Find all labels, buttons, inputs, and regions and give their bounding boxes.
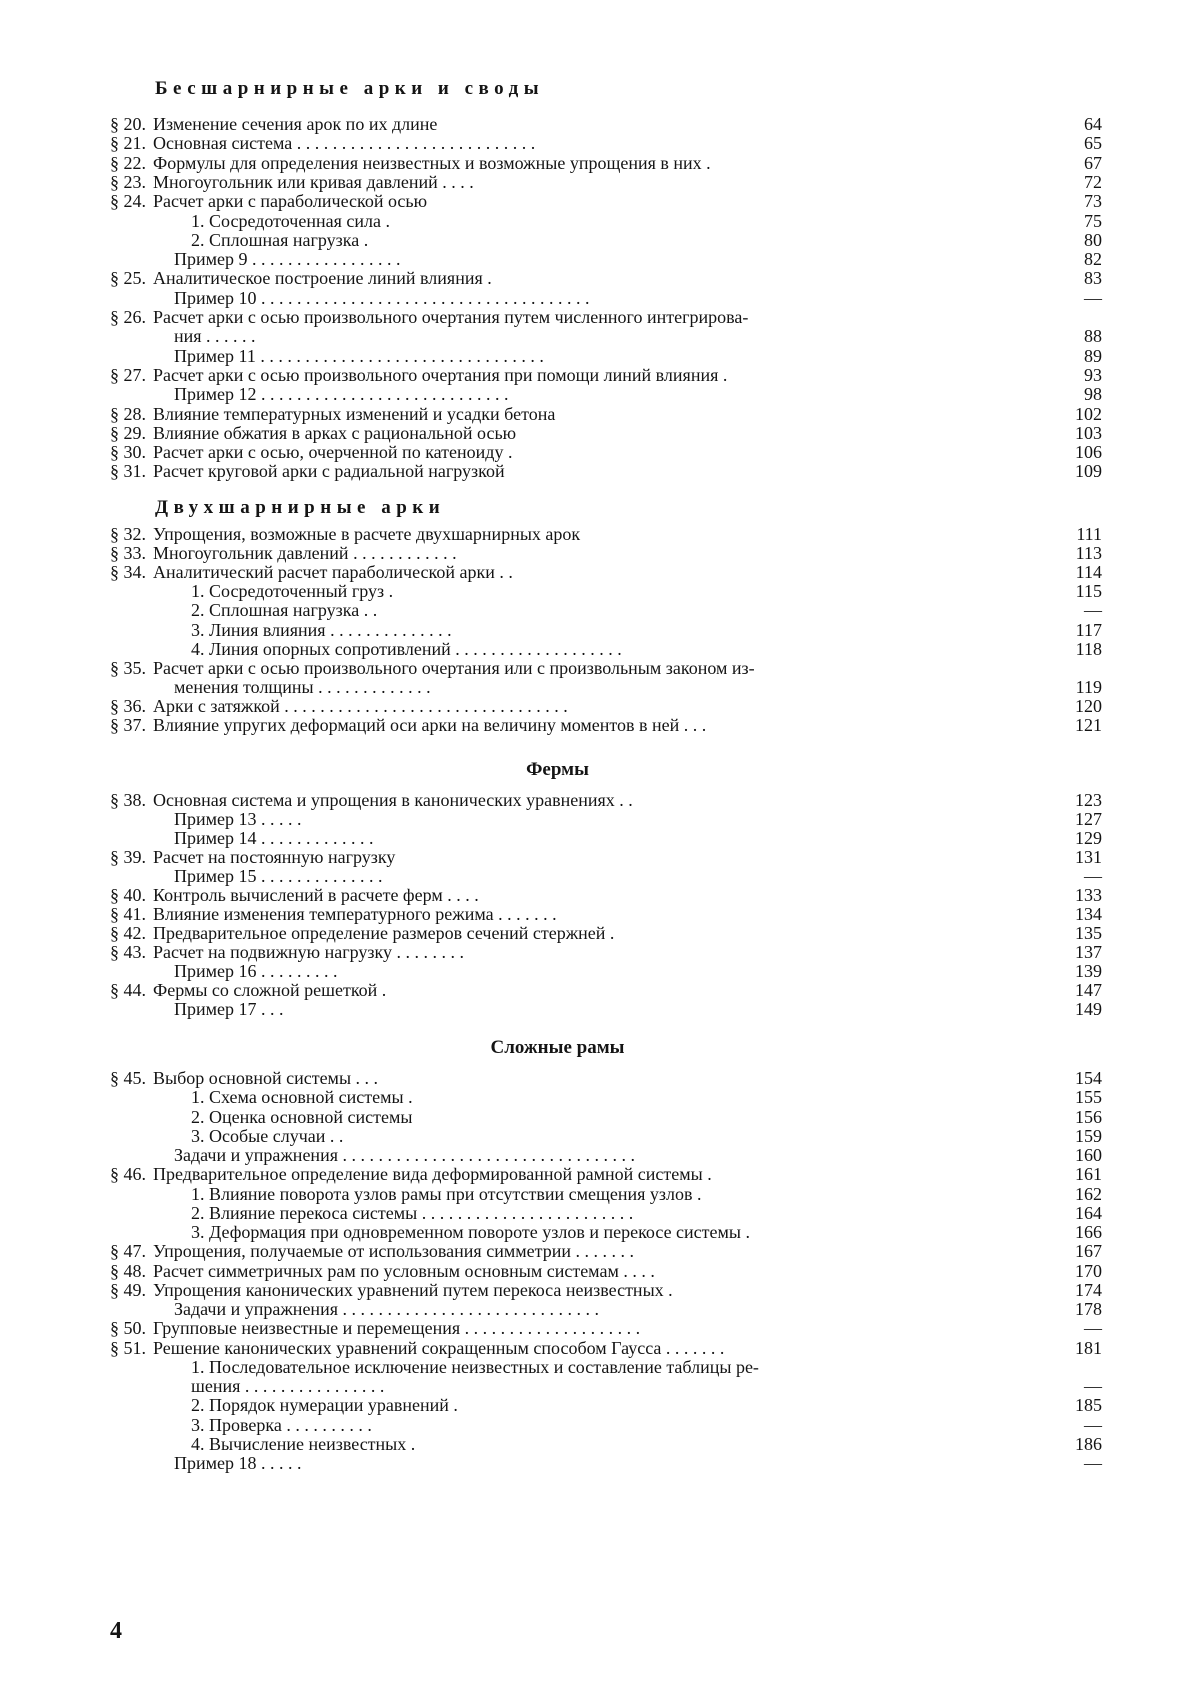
page-ref: 75	[1084, 210, 1102, 231]
page-ref: 119	[1075, 676, 1102, 697]
entry-title: Расчет на подвижную нагрузку . . . . . . . .	[153, 942, 464, 962]
entry-title: Изменение сечения арок по их длине	[153, 114, 438, 134]
page-ref: 82	[1084, 249, 1102, 270]
entry-title: Расчет арки с параболической осью	[153, 191, 428, 212]
toc-entry	[96, 365, 1120, 385]
entry-title: 1. Сосредоточенный груз .	[191, 581, 394, 602]
section-number: § 47.	[110, 1241, 146, 1262]
entry-title: 2. Сплошная нагрузка .	[191, 229, 369, 250]
toc-entry	[96, 191, 1120, 211]
section-number: § 49.	[110, 1279, 146, 1300]
toc-entry	[96, 524, 1120, 544]
page-ref: 134	[1075, 904, 1102, 924]
toc-entry	[96, 153, 1120, 173]
page-ref: 114	[1075, 562, 1102, 583]
entry-title: Предварительное определение размеров сечений стержней .	[153, 923, 615, 943]
page-ref: —	[1084, 1453, 1102, 1473]
toc-entry	[96, 562, 1120, 582]
page-ref: 178	[1075, 1299, 1102, 1319]
toc-entry	[96, 543, 1120, 563]
entry-title: 3. Проверка . . . . . . . . . .	[191, 1414, 372, 1435]
page-ref: 167	[1075, 1241, 1102, 1262]
toc-entry	[96, 620, 1120, 640]
section-number: § 38.	[110, 790, 146, 810]
page-ref: 156	[1075, 1106, 1102, 1127]
entry-title: Пример 14 . . . . . . . . . . . . .	[174, 828, 374, 848]
toc-entry	[96, 1107, 1120, 1127]
entry-title: 2. Влияние перекоса системы . . . . . . . . . . . . . . . . . . . . . . . .	[191, 1202, 634, 1223]
entry-title: Задачи и упражнения . . . . . . . . . . . . . . . . . . . . . . . . . . . . .	[174, 1299, 599, 1319]
toc-entry	[96, 1415, 1120, 1435]
entry-title: Расчет арки с осью произвольного очертания путем численного интегрирова-	[153, 307, 749, 327]
entry-title: Пример 16 . . . . . . . . .	[174, 961, 338, 981]
entry-title: шения . . . . . . . . . . . . . . . .	[191, 1376, 385, 1396]
page-ref: 106	[1075, 442, 1102, 463]
toc-entry	[96, 1261, 1120, 1281]
entry-title: Пример 10 . . . . . . . . . . . . . . . . . . . . . . . . . . . . . . . . . . . . .	[174, 287, 590, 308]
toc-entry	[96, 980, 1120, 1000]
page-ref: 133	[1075, 885, 1102, 905]
section-number: § 26.	[110, 307, 146, 327]
toc-entry	[96, 384, 1120, 404]
toc-entry	[96, 923, 1120, 943]
page-ref: 72	[1084, 171, 1102, 192]
entry-title: 1. Сосредоточенная сила .	[191, 210, 390, 231]
section-number: § 21.	[110, 133, 146, 154]
section-heading: Двухшарнирные арки	[155, 497, 446, 518]
page-ref: 65	[1084, 133, 1102, 154]
toc-entry	[96, 211, 1120, 231]
entry-title: Пример 9 . . . . . . . . . . . . . . . . .	[174, 249, 401, 270]
toc-entry	[96, 1145, 1120, 1165]
toc-entry	[96, 1395, 1120, 1415]
page-ref: 166	[1075, 1222, 1102, 1242]
page-ref: 139	[1075, 961, 1102, 981]
entry-title: Пример 18 . . . . .	[174, 1453, 302, 1473]
toc-entry	[96, 1280, 1120, 1300]
entry-title: 2. Оценка основной системы	[191, 1106, 413, 1127]
entry-title: Основная система и упрощения в канонических уравнениях . .	[153, 790, 633, 810]
entry-title: Основная система . . . . . . . . . . . . . . . . . . . . . . . . . . .	[153, 133, 536, 154]
toc-entry	[96, 249, 1120, 269]
toc-entry	[96, 866, 1120, 886]
toc-entry	[96, 288, 1120, 308]
page-ref: 127	[1075, 809, 1102, 829]
entry-title: Упрощения, возможные в расчете двухшарнирных арок	[153, 524, 581, 544]
toc-entry	[96, 326, 1120, 346]
page-ref: 67	[1084, 152, 1102, 173]
entry-title: Выбор основной системы . . .	[153, 1068, 379, 1088]
entry-title: Арки с затяжкой . . . . . . . . . . . . . . . . . . . . . . . . . . . . . . . .	[153, 695, 568, 716]
page-ref: 174	[1075, 1279, 1102, 1300]
entry-title: Формулы для определения неизвестных и возможные упрощения в них .	[153, 152, 711, 173]
page-ref: —	[1084, 1414, 1102, 1435]
entry-title: Расчет арки с осью произвольного очертания или с произвольным законом из-	[153, 657, 755, 678]
section-number: § 36.	[110, 695, 146, 716]
toc-entry	[96, 1164, 1120, 1184]
toc-entry	[96, 1357, 1120, 1377]
section-number: § 40.	[110, 885, 146, 905]
page-ref: 113	[1075, 543, 1102, 564]
section-number: § 24.	[110, 191, 146, 212]
toc-entry	[96, 790, 1120, 810]
entry-title: Расчет арки с осью, очерченной по катеноиду .	[153, 442, 513, 463]
page-ref: 149	[1075, 999, 1102, 1019]
toc-entry	[96, 942, 1120, 962]
page-ref: —	[1084, 600, 1102, 621]
page-ref: 154	[1075, 1068, 1102, 1088]
page-ref: —	[1084, 1376, 1102, 1396]
section-number: § 42.	[110, 923, 146, 943]
entry-title: 2. Сплошная нагрузка . .	[191, 600, 378, 621]
toc-entry	[96, 715, 1120, 735]
entry-title: 1. Влияние поворота узлов рамы при отсутствии смещения узлов .	[191, 1183, 702, 1204]
section-number: § 37.	[110, 715, 146, 735]
toc-entry	[96, 581, 1120, 601]
page-ref: 83	[1084, 268, 1102, 289]
entry-title: 4. Вычисление неизвестных .	[191, 1433, 416, 1454]
entry-title: 3. Линия влияния . . . . . . . . . . . . . .	[191, 619, 452, 640]
toc-entry	[96, 230, 1120, 250]
page-ref: 80	[1084, 229, 1102, 250]
entry-title: Групповые неизвестные и перемещения . . . . . . . . . . . . . . . . . . . .	[153, 1318, 641, 1339]
toc-entry	[96, 828, 1120, 848]
page-ref: —	[1084, 1318, 1102, 1339]
section-number: § 28.	[110, 403, 146, 424]
entry-title: Задачи и упражнения . . . . . . . . . . . . . . . . . . . . . . . . . . . . . . . . .	[174, 1145, 635, 1165]
toc-entry	[96, 1068, 1120, 1088]
entry-title: 2. Порядок нумерации уравнений .	[191, 1395, 458, 1416]
toc-entry	[96, 658, 1120, 678]
entry-title: Фермы со сложной решеткой .	[153, 980, 387, 1000]
entry-title: Расчет арки с осью произвольного очертания при помощи линий влияния .	[153, 364, 728, 385]
entry-title: 3. Деформация при одновременном повороте узлов и перекосе системы .	[191, 1222, 751, 1242]
toc-entry	[96, 885, 1120, 905]
section-number: § 31.	[110, 461, 146, 482]
page-ref: 103	[1075, 422, 1102, 443]
page-ref: 123	[1075, 790, 1102, 810]
entry-title: Решение канонических уравнений сокращенным способом Гаусса . . . . . . .	[153, 1337, 725, 1358]
section-number: § 51.	[110, 1337, 146, 1358]
section-number: § 34.	[110, 562, 146, 583]
toc-entry	[96, 961, 1120, 981]
entry-title: Аналитическое построение линий влияния .	[153, 268, 492, 289]
toc-entry	[96, 1376, 1120, 1396]
section-heading: Сложные рамы	[490, 1037, 625, 1058]
section-number: § 29.	[110, 422, 146, 443]
page-ref: 162	[1075, 1183, 1102, 1204]
page-ref: 164	[1075, 1202, 1102, 1223]
page-number: 4	[110, 1618, 122, 1644]
page-ref: 170	[1075, 1260, 1102, 1281]
toc-entry	[96, 600, 1120, 620]
section-number: § 43.	[110, 942, 146, 962]
page-ref: 73	[1084, 191, 1102, 212]
section-number: § 33.	[110, 543, 146, 564]
entry-title: Контроль вычислений в расчете ферм . . . .	[153, 885, 479, 905]
toc-entry	[96, 696, 1120, 716]
toc-entry	[96, 999, 1120, 1019]
toc-entry	[96, 904, 1120, 924]
page-ref: 109	[1075, 461, 1102, 482]
section-heading: Фермы	[526, 759, 589, 780]
page-ref: 118	[1075, 638, 1102, 659]
page-ref: 115	[1075, 581, 1102, 602]
toc-entry	[96, 847, 1120, 867]
page-ref: 155	[1075, 1087, 1102, 1108]
entry-title: Пример 11 . . . . . . . . . . . . . . . . . . . . . . . . . . . . . . . .	[174, 345, 544, 366]
section-number: § 22.	[110, 152, 146, 173]
toc-entry	[96, 1434, 1120, 1454]
toc-entry	[96, 442, 1120, 462]
toc-entry	[96, 677, 1120, 697]
toc-entry	[96, 404, 1120, 424]
page-ref: 64	[1084, 114, 1102, 134]
entry-title: Аналитический расчет параболической арки . .	[153, 562, 513, 583]
page-ref: 185	[1075, 1395, 1102, 1416]
toc-entry	[96, 1203, 1120, 1223]
toc-entry	[96, 1126, 1120, 1146]
section-heading: Бесшарнирные арки и своды	[155, 78, 545, 99]
toc-entry	[96, 1338, 1120, 1358]
toc-entry	[96, 1299, 1120, 1319]
page-ref: 147	[1075, 980, 1102, 1000]
section-number: § 23.	[110, 171, 146, 192]
entry-title: Пример 15 . . . . . . . . . . . . . .	[174, 866, 383, 886]
page-ref: —	[1084, 287, 1102, 308]
section-number: § 32.	[110, 524, 146, 544]
section-number: § 30.	[110, 442, 146, 463]
toc-entry	[96, 114, 1120, 134]
toc-entry	[96, 307, 1120, 327]
page-ref: 89	[1084, 345, 1102, 366]
page-ref: —	[1084, 866, 1102, 886]
section-number: § 35.	[110, 657, 146, 678]
toc-entry	[96, 1318, 1120, 1338]
entry-title: Расчет круговой арки с радиальной нагрузкой	[153, 461, 505, 482]
entry-title: Многоугольник или кривая давлений . . . .	[153, 171, 474, 192]
page-ref: 102	[1075, 403, 1102, 424]
section-number: § 20.	[110, 114, 146, 134]
page-ref: 88	[1084, 326, 1102, 347]
toc-entry	[96, 639, 1120, 659]
page-ref: 121	[1075, 715, 1102, 735]
page-ref: 111	[1076, 524, 1102, 544]
section-number: § 46.	[110, 1164, 146, 1185]
page-ref: 159	[1075, 1125, 1102, 1146]
section-number: § 27.	[110, 364, 146, 385]
toc-entry	[96, 172, 1120, 192]
page-ref: 120	[1075, 695, 1102, 716]
section-number: § 44.	[110, 980, 146, 1000]
section-number: § 39.	[110, 847, 146, 867]
page-ref: 137	[1075, 942, 1102, 962]
entry-title: 1. Схема основной системы .	[191, 1087, 413, 1108]
entry-title: Влияние упругих деформаций оси арки на величину моментов в ней . . .	[153, 715, 707, 735]
entry-title: менения толщины . . . . . . . . . . . . .	[174, 676, 431, 697]
page-ref: 98	[1084, 384, 1102, 405]
toc-entry	[96, 1184, 1120, 1204]
page-ref: 135	[1075, 923, 1102, 943]
toc-entry	[96, 1087, 1120, 1107]
entry-title: 4. Линия опорных сопротивлений . . . . . . . . . . . . . . . . . . .	[191, 638, 622, 659]
entry-title: Упрощения канонических уравнений путем перекоса неизвестных .	[153, 1279, 673, 1300]
entry-title: Расчет симметричных рам по условным основным системам . . . .	[153, 1260, 655, 1281]
entry-title: Влияние температурных изменений и усадки бетона	[153, 403, 556, 424]
page-ref: 93	[1084, 364, 1102, 385]
entry-title: Расчет на постоянную нагрузку	[153, 847, 396, 867]
toc-entry	[96, 423, 1120, 443]
entry-title: Упрощения, получаемые от использования симметрии . . . . . . .	[153, 1241, 634, 1262]
page-ref: 181	[1075, 1337, 1102, 1358]
entry-title: 3. Особые случаи . .	[191, 1125, 344, 1146]
section-number: § 41.	[110, 904, 146, 924]
entry-title: Пример 13 . . . . .	[174, 809, 302, 829]
entry-title: Влияние изменения температурного режима . . . . . . .	[153, 904, 557, 924]
entry-title: Предварительное определение вида деформированной рамной системы .	[153, 1164, 712, 1185]
page-ref: 161	[1075, 1164, 1102, 1185]
page-ref: 160	[1075, 1145, 1102, 1165]
toc-entry	[96, 461, 1120, 481]
toc-entry	[96, 1453, 1120, 1473]
section-number: § 48.	[110, 1260, 146, 1281]
section-number: § 45.	[110, 1068, 146, 1088]
entry-title: Влияние обжатия в арках с рациональной осью	[153, 422, 517, 443]
page-ref: 186	[1075, 1433, 1102, 1454]
toc-entry	[96, 1222, 1120, 1242]
section-number: § 50.	[110, 1318, 146, 1339]
entry-title: ния . . . . . .	[174, 326, 256, 347]
toc-entry	[96, 809, 1120, 829]
page-ref: 129	[1075, 828, 1102, 848]
entry-title: Пример 17 . . .	[174, 999, 284, 1019]
entry-title: Многоугольник давлений . . . . . . . . . . . .	[153, 543, 457, 564]
toc-entry	[96, 268, 1120, 288]
entry-title: Пример 12 . . . . . . . . . . . . . . . . . . . . . . . . . . . .	[174, 384, 509, 405]
toc-entry	[96, 346, 1120, 366]
section-number: § 25.	[110, 268, 146, 289]
page-ref: 117	[1075, 619, 1102, 640]
toc-entry	[96, 133, 1120, 153]
entry-title: 1. Последовательное исключение неизвестных и составление таблицы ре-	[191, 1356, 759, 1377]
toc-entry	[96, 1241, 1120, 1261]
page-ref: 131	[1075, 847, 1102, 867]
